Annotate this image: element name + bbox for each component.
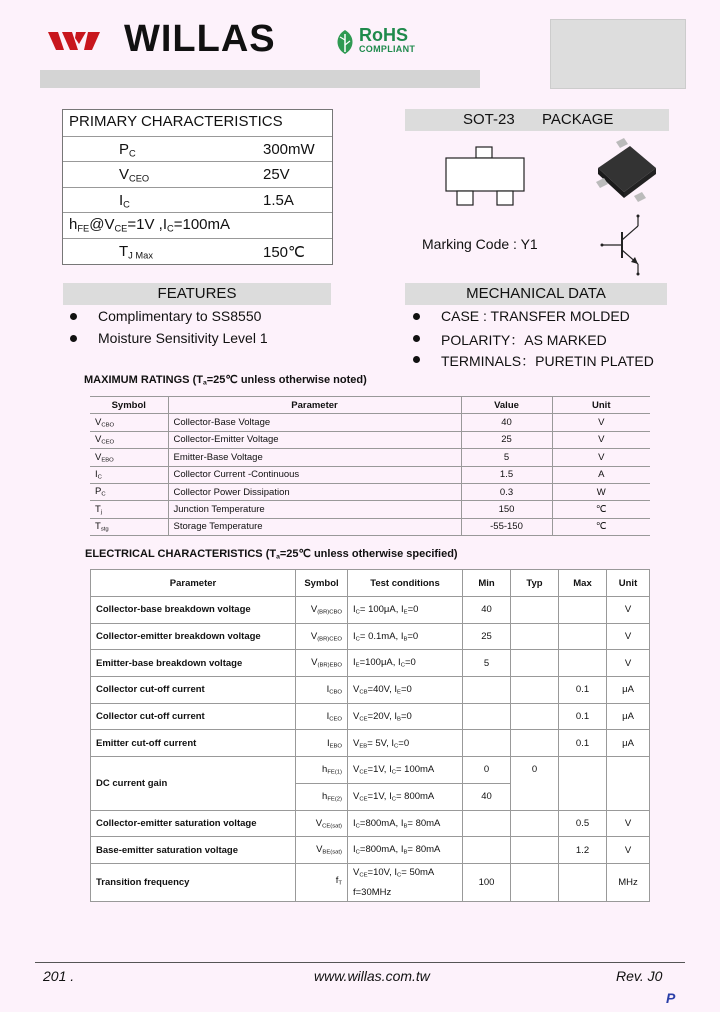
col-header: Min	[463, 570, 511, 597]
primary-characteristics-table	[62, 109, 333, 265]
part-number-box	[550, 19, 686, 89]
table-row: Collector-base breakdown voltage $V_{(BR)CBO}$ $I_C= 100\mu A$, $I_E=0$ 40 V	[91, 597, 650, 624]
col-header: Typ	[511, 570, 559, 597]
table-row: Emitter-base breakdown voltage $V_{(BR)EBO}$ $I_E=100\mu A$, $I_C=0$ 5 V	[91, 650, 650, 677]
package-label: SOT-23	[463, 111, 515, 128]
table-row: $V_{CEO}$ Collector-Emitter Voltage 25 V	[90, 431, 650, 448]
sot23-outline-icon	[444, 146, 526, 208]
electrical-table	[90, 569, 650, 902]
rohs-compliant: COMPLIANT	[359, 44, 416, 54]
list-item: TERMINALS：PURETIN PLATED	[441, 351, 654, 373]
col-header: Unit	[552, 397, 650, 414]
col-header: Max	[559, 570, 607, 597]
table-row: $I_C$ Collector Current -Continuous 1.5 A	[90, 466, 650, 483]
list-item: POLARITY：AS MARKED	[441, 330, 654, 352]
table-row: Base-emitter saturation voltage $V_{BE(sat)}$ $I_C=800mA$, $I_B= 80mA$ 1.2 V	[91, 837, 650, 864]
table-row: $V_{CBO}$ Collector-Base Voltage 40 V	[90, 414, 650, 431]
mechanical-header: MECHANICAL DATA	[405, 283, 667, 305]
transistor-symbol-icon	[598, 212, 648, 278]
col-header: Value	[461, 397, 552, 414]
table-row: $h_{FE(2)}$ $V_{CE}=1V$, $I_C= 800mA$ 40	[91, 783, 650, 810]
footer-url[interactable]: www.willas.com.tw	[314, 968, 430, 984]
footer-divider	[35, 962, 685, 963]
rohs-title: RoHS	[359, 25, 408, 45]
table-row: $P_C$ Collector Power Dissipation 0.3 W	[90, 483, 650, 500]
table-row: Collector-emitter breakdown voltage $V_{(BR)CEO}$ $I_C= 0.1mA$, $I_B=0$ 25 V	[91, 623, 650, 650]
table-row: DC current gain $h_{FE(1)}$ $V_{CE}=1V$, $I_C= 100mA$ 0 0	[91, 757, 650, 784]
col-header: Parameter	[91, 570, 296, 597]
rohs-leaf-icon	[333, 28, 357, 56]
willas-logo-icon	[48, 30, 102, 52]
primary-title: PRIMARY CHARACTERISTICS	[69, 113, 283, 130]
table-row: Collector cut-off current $I_{CBO}$ $V_{CB}=40V$, $I_E=0$ 0.1 μA	[91, 677, 650, 704]
table-row: Collector-emitter saturation voltage $V_{CE(sat)}$ $I_C=800mA$, $I_B= 80mA$ 0.5 V	[91, 810, 650, 837]
mechanical-list	[441, 308, 654, 373]
package-title: PACKAGE	[542, 111, 614, 128]
primary-row: $P_C$ 300mW	[63, 136, 332, 162]
list-item: Complimentary to SS8550	[98, 308, 268, 330]
primary-row: $V_{CEO}$ 25V	[63, 161, 332, 187]
sot23-photo-icon	[590, 138, 662, 204]
col-header: Parameter	[168, 397, 461, 414]
max-ratings-title: MAXIMUM RATINGS ($T_a=25℃$ unless otherwise noted)	[84, 374, 367, 387]
table-row: $T_j$ Junction Temperature 150 ℃	[90, 501, 650, 518]
marking-code: Marking Code : Y1	[422, 236, 538, 252]
table-row: Emitter cut-off current $I_{EBO}$ $V_{EB}= 5V$, $I_C=0$ 0.1 μA	[91, 730, 650, 757]
primary-row: $I_C$ 1.5A	[63, 187, 332, 213]
col-header: Test conditions	[348, 570, 463, 597]
electrical-title: ELECTRICAL CHARACTERISTICS ($T_a=25℃$ unless otherwise specified)	[85, 548, 458, 561]
list-item: CASE : TRANSFER MOLDED	[441, 308, 654, 330]
table-row: Collector cut-off current $I_{CEO}$ $V_{CE}=20V$, $I_B=0$ 0.1 μA	[91, 703, 650, 730]
table-row: Transition frequency $f_T$ $V_{CE}=10V$, $I_C= 50mA$ f=30MHz 100 MHz	[91, 863, 650, 901]
table-row: $V_{EBO}$ Emitter-Base Voltage 5 V	[90, 449, 650, 466]
col-header: Symbol	[296, 570, 348, 597]
features-header: FEATURES	[63, 283, 331, 305]
list-item: Moisture Sensitivity Level 1	[98, 330, 268, 352]
max-ratings-table	[90, 396, 650, 536]
page-mark: P	[666, 990, 676, 1006]
package-header	[405, 109, 669, 131]
primary-row-hfe: $h_{FE}@V_{CE}=1V$ $,I_C=100mA$	[63, 212, 332, 238]
features-list	[98, 308, 268, 351]
footer-year: 201 .	[43, 968, 75, 984]
col-header: Unit	[607, 570, 650, 597]
primary-row: $T_{J Max}$ 150℃	[63, 238, 332, 264]
header-bar	[40, 70, 480, 88]
footer-revision: Rev. J0	[616, 968, 663, 984]
col-header: Symbol	[90, 397, 168, 414]
table-row: $T_{stg}$ Storage Temperature -55-150 ℃	[90, 518, 650, 535]
brand-name: WILLAS	[124, 18, 276, 60]
